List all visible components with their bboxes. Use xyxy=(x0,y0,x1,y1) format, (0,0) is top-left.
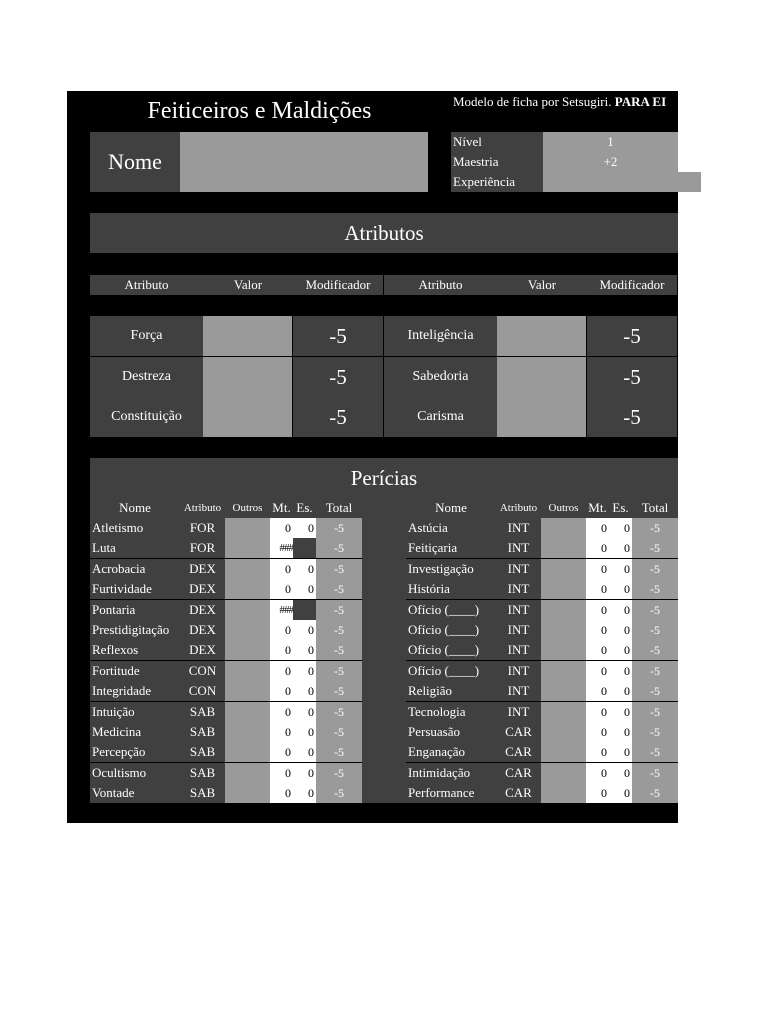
attribute-value-input[interactable] xyxy=(203,397,292,437)
skill-mastery[interactable]: 0 xyxy=(270,559,293,579)
skill-specialist[interactable]: 0 xyxy=(293,681,316,701)
skill-mastery[interactable]: 0 xyxy=(270,518,293,538)
skills-header-cell: Es. xyxy=(293,498,316,518)
skill-mastery[interactable]: 0 xyxy=(270,783,293,803)
skill-attribute: SAB xyxy=(180,763,225,783)
skill-name: Ofício (____) xyxy=(406,640,496,660)
skill-attribute: FOR xyxy=(180,538,225,558)
skill-total: -5 xyxy=(316,783,362,803)
skill-mastery[interactable]: 0 xyxy=(270,579,293,599)
skills-header-cell: Es. xyxy=(609,498,632,518)
skill-total: -5 xyxy=(316,722,362,742)
skill-total: -5 xyxy=(632,742,678,762)
skills-header-cell: Total xyxy=(316,498,362,518)
skill-mastery[interactable]: 0 xyxy=(586,681,609,701)
skill-name: Integridade xyxy=(90,681,180,701)
skill-name: Ofício (____) xyxy=(406,661,496,681)
attribute-value-input[interactable] xyxy=(203,316,292,356)
attribute-value-input[interactable] xyxy=(203,357,292,397)
skill-others-input[interactable] xyxy=(541,559,586,579)
attribute-modifier: -5 xyxy=(293,316,383,356)
skill-total: -5 xyxy=(632,681,678,701)
level-value[interactable]: 1 xyxy=(543,132,678,152)
skill-name: Astúcia xyxy=(406,518,496,538)
attribute-modifier: -5 xyxy=(293,397,383,437)
skill-name: Furtividade xyxy=(90,579,180,599)
skill-specialist[interactable]: 0 xyxy=(609,783,632,803)
skill-total: -5 xyxy=(632,518,678,538)
skill-mastery[interactable]: 0 xyxy=(270,681,293,701)
skill-name: História xyxy=(406,579,496,599)
skill-name: Fortitude xyxy=(90,661,180,681)
skill-specialist[interactable]: 0 xyxy=(609,559,632,579)
skill-mastery[interactable]: 0 xyxy=(270,620,293,640)
skill-specialist[interactable]: 0 xyxy=(609,661,632,681)
skill-total: -5 xyxy=(632,661,678,681)
skill-others-input[interactable] xyxy=(225,518,270,538)
skill-name: Intuição xyxy=(90,702,180,722)
skill-specialist[interactable]: 0 xyxy=(609,640,632,660)
skill-specialist[interactable]: 0 xyxy=(609,702,632,722)
skills-header-cell: Mt. xyxy=(586,498,609,518)
attribute-modifier: -5 xyxy=(587,316,677,356)
skills-header-cell: Atributo xyxy=(180,498,225,518)
skill-attribute: INT xyxy=(496,518,541,538)
skill-others-input[interactable] xyxy=(225,763,270,783)
skill-name: Intimidação xyxy=(406,763,496,783)
skill-specialist[interactable]: 0 xyxy=(609,722,632,742)
skill-name: Reflexos xyxy=(90,640,180,660)
skill-others-input[interactable] xyxy=(541,702,586,722)
skill-others-input[interactable] xyxy=(541,579,586,599)
attributes-header-cell: Atributo xyxy=(90,275,203,295)
skill-others-input[interactable] xyxy=(541,783,586,803)
skill-attribute: CAR xyxy=(496,783,541,803)
attribute-name: Inteligência xyxy=(384,316,497,356)
skill-specialist[interactable]: 0 xyxy=(293,661,316,681)
attribute-value-input[interactable] xyxy=(497,316,586,356)
skill-others-input[interactable] xyxy=(541,600,586,620)
skill-attribute: INT xyxy=(496,620,541,640)
skill-attribute: INT xyxy=(496,538,541,558)
skill-name: Pontaria xyxy=(90,600,180,620)
skill-attribute: SAB xyxy=(180,722,225,742)
skill-specialist[interactable]: 0 xyxy=(609,579,632,599)
skill-specialist xyxy=(293,538,316,558)
skill-specialist[interactable]: 0 xyxy=(293,783,316,803)
attributes-header-cell: Valor xyxy=(203,275,293,295)
skill-total: -5 xyxy=(632,722,678,742)
skill-attribute: INT xyxy=(496,702,541,722)
skill-total: -5 xyxy=(316,600,362,620)
skill-specialist[interactable]: 0 xyxy=(293,702,316,722)
skill-specialist[interactable]: 0 xyxy=(609,518,632,538)
skill-mastery[interactable]: 0 xyxy=(586,579,609,599)
attributes-section-title: Atributos xyxy=(90,213,678,253)
experience-value[interactable] xyxy=(543,172,701,192)
attribute-name: Força xyxy=(90,316,203,356)
skill-mastery[interactable]: 0 xyxy=(270,640,293,660)
skill-others-input[interactable] xyxy=(541,518,586,538)
skill-mastery[interactable]: 0 xyxy=(586,620,609,640)
skill-mastery[interactable]: 0 xyxy=(586,702,609,722)
skill-mastery: ### xyxy=(270,538,293,558)
experience-label: Experiência xyxy=(451,172,543,192)
skill-others-input[interactable] xyxy=(225,579,270,599)
skill-name: Performance xyxy=(406,783,496,803)
skill-total: -5 xyxy=(632,538,678,558)
skill-mastery[interactable]: 0 xyxy=(586,600,609,620)
skill-mastery[interactable]: 0 xyxy=(586,559,609,579)
attributes-header-cell: Valor xyxy=(497,275,587,295)
skill-attribute: DEX xyxy=(180,640,225,660)
skill-attribute: SAB xyxy=(180,742,225,762)
attributes-header-cell: Modificador xyxy=(587,275,677,295)
skill-name: Ocultismo xyxy=(90,763,180,783)
skill-attribute: SAB xyxy=(180,783,225,803)
skill-others-input[interactable] xyxy=(225,681,270,701)
character-sheet xyxy=(67,91,678,823)
skill-others-input[interactable] xyxy=(541,538,586,558)
attribute-value-input[interactable] xyxy=(497,357,586,397)
skill-others-input[interactable] xyxy=(225,742,270,762)
skill-attribute: INT xyxy=(496,681,541,701)
skill-specialist[interactable]: 0 xyxy=(293,518,316,538)
skill-specialist[interactable]: 0 xyxy=(293,722,316,742)
skill-specialist xyxy=(293,600,316,620)
mastery-value[interactable]: +2 xyxy=(543,152,678,172)
skill-specialist[interactable]: 0 xyxy=(293,579,316,599)
skill-mastery[interactable]: 0 xyxy=(270,702,293,722)
skill-mastery[interactable]: 0 xyxy=(586,722,609,742)
skill-name: Feitiçaria xyxy=(406,538,496,558)
skill-total: -5 xyxy=(316,559,362,579)
skill-specialist[interactable]: 0 xyxy=(609,742,632,762)
credit-text: Modelo de ficha por Setsugiri. xyxy=(453,94,615,109)
skill-attribute: INT xyxy=(496,559,541,579)
attribute-modifier: -5 xyxy=(587,357,677,397)
skill-total: -5 xyxy=(632,620,678,640)
skill-name: Percepção xyxy=(90,742,180,762)
skill-attribute: DEX xyxy=(180,559,225,579)
attributes-header-cell: Modificador xyxy=(293,275,383,295)
skill-specialist[interactable]: 0 xyxy=(293,763,316,783)
skill-mastery[interactable]: 0 xyxy=(586,661,609,681)
skills-header-cell: Mt. xyxy=(270,498,293,518)
skills-header-cell: Atributo xyxy=(496,498,541,518)
skill-others-input[interactable] xyxy=(225,661,270,681)
skill-name: Medicina xyxy=(90,722,180,742)
credit-bold-text: PARA EI xyxy=(614,94,667,109)
skill-total: -5 xyxy=(316,661,362,681)
skill-attribute: INT xyxy=(496,600,541,620)
skill-total: -5 xyxy=(632,783,678,803)
skill-others-input[interactable] xyxy=(541,681,586,701)
skill-others-input[interactable] xyxy=(225,783,270,803)
skill-mastery[interactable]: 0 xyxy=(586,640,609,660)
skill-others-input[interactable] xyxy=(541,640,586,660)
skills-column-gap xyxy=(362,498,406,803)
skills-header-cell: Total xyxy=(632,498,678,518)
skill-total: -5 xyxy=(316,742,362,762)
mastery-label: Maestria xyxy=(451,152,543,172)
skill-specialist[interactable]: 0 xyxy=(609,538,632,558)
attribute-name: Constituição xyxy=(90,397,203,437)
attribute-name: Carisma xyxy=(384,397,497,437)
skill-attribute: SAB xyxy=(180,702,225,722)
skill-others-input[interactable] xyxy=(225,559,270,579)
skill-others-input[interactable] xyxy=(541,661,586,681)
skill-mastery[interactable]: 0 xyxy=(586,538,609,558)
skill-others-input[interactable] xyxy=(541,722,586,742)
credit-line xyxy=(453,91,701,113)
skill-name: Atletismo xyxy=(90,518,180,538)
skill-specialist[interactable]: 0 xyxy=(293,742,316,762)
skill-total: -5 xyxy=(632,579,678,599)
attribute-modifier: -5 xyxy=(587,397,677,437)
skill-name: Acrobacia xyxy=(90,559,180,579)
attribute-value-input[interactable] xyxy=(497,397,586,437)
skill-specialist[interactable]: 0 xyxy=(609,600,632,620)
skill-specialist[interactable]: 0 xyxy=(293,559,316,579)
attributes-header-cell: Atributo xyxy=(384,275,497,295)
skills-header-cell: Nome xyxy=(406,498,496,518)
skill-attribute: DEX xyxy=(180,620,225,640)
skills-header-cell: Nome xyxy=(90,498,180,518)
skill-name: Investigação xyxy=(406,559,496,579)
skill-total: -5 xyxy=(316,518,362,538)
skill-others-input[interactable] xyxy=(225,600,270,620)
skill-total: -5 xyxy=(632,559,678,579)
skill-others-input[interactable] xyxy=(225,702,270,722)
skill-name: Enganação xyxy=(406,742,496,762)
skill-others-input[interactable] xyxy=(225,722,270,742)
attribute-modifier: -5 xyxy=(293,357,383,397)
skills-header-cell: Outros xyxy=(225,498,270,518)
skills-section-title: Perícias xyxy=(90,458,678,498)
skill-specialist[interactable]: 0 xyxy=(293,620,316,640)
skill-attribute: CON xyxy=(180,681,225,701)
skill-mastery[interactable]: 0 xyxy=(586,518,609,538)
skill-attribute: CAR xyxy=(496,763,541,783)
skill-attribute: DEX xyxy=(180,579,225,599)
skill-others-input[interactable] xyxy=(541,620,586,640)
skill-total: -5 xyxy=(316,640,362,660)
skill-attribute: INT xyxy=(496,640,541,660)
skill-name: Ofício (____) xyxy=(406,600,496,620)
skill-specialist[interactable]: 0 xyxy=(293,640,316,660)
skill-name: Religião xyxy=(406,681,496,701)
skill-mastery[interactable]: 0 xyxy=(270,742,293,762)
skill-name: Persuasão xyxy=(406,722,496,742)
skill-total: -5 xyxy=(316,763,362,783)
skill-name: Ofício (____) xyxy=(406,620,496,640)
skill-others-input[interactable] xyxy=(225,640,270,660)
skill-total: -5 xyxy=(632,640,678,660)
skill-mastery[interactable]: 0 xyxy=(270,722,293,742)
skill-mastery[interactable]: 0 xyxy=(270,661,293,681)
skill-attribute: INT xyxy=(496,579,541,599)
skills-header-cell: Outros xyxy=(541,498,586,518)
skill-others-input[interactable] xyxy=(541,763,586,783)
skill-attribute: DEX xyxy=(180,600,225,620)
skill-attribute: CAR xyxy=(496,722,541,742)
skill-attribute: INT xyxy=(496,661,541,681)
skill-total: -5 xyxy=(316,538,362,558)
skill-others-input[interactable] xyxy=(225,538,270,558)
level-label: Nível xyxy=(451,132,543,152)
skill-mastery[interactable]: 0 xyxy=(270,763,293,783)
skill-mastery: ### xyxy=(270,600,293,620)
skill-specialist[interactable]: 0 xyxy=(609,763,632,783)
skill-attribute: CAR xyxy=(496,742,541,762)
skill-attribute: CON xyxy=(180,661,225,681)
attribute-name: Destreza xyxy=(90,357,203,397)
skill-total: -5 xyxy=(632,702,678,722)
skill-mastery[interactable]: 0 xyxy=(586,763,609,783)
skill-total: -5 xyxy=(316,702,362,722)
skill-mastery[interactable]: 0 xyxy=(586,783,609,803)
skill-name: Prestidigitação xyxy=(90,620,180,640)
skill-total: -5 xyxy=(632,763,678,783)
skill-others-input[interactable] xyxy=(225,620,270,640)
skill-specialist[interactable]: 0 xyxy=(609,681,632,701)
name-label: Nome xyxy=(90,132,180,192)
skill-specialist[interactable]: 0 xyxy=(609,620,632,640)
skill-attribute: FOR xyxy=(180,518,225,538)
skill-total: -5 xyxy=(316,579,362,599)
skill-total: -5 xyxy=(316,620,362,640)
sheet-title: Feiticeiros e Maldições xyxy=(147,98,372,124)
skill-name: Tecnologia xyxy=(406,702,496,722)
skill-total: -5 xyxy=(316,681,362,701)
name-input[interactable] xyxy=(180,132,428,192)
skill-mastery[interactable]: 0 xyxy=(586,742,609,762)
skill-name: Vontade xyxy=(90,783,180,803)
attribute-name: Sabedoria xyxy=(384,357,497,397)
skill-others-input[interactable] xyxy=(541,742,586,762)
skill-name: Luta xyxy=(90,538,180,558)
skill-total: -5 xyxy=(632,600,678,620)
